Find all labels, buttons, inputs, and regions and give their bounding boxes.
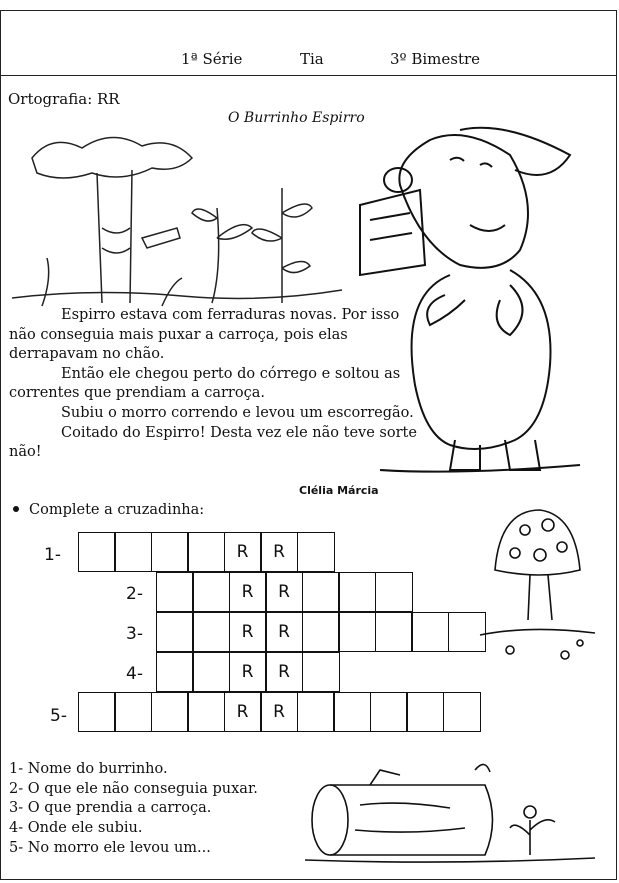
crossword-cell[interactable] (302, 572, 340, 612)
story-paragraph: Então ele chegou perto do córrego e soltou as correntes que prendiam a carroça. (9, 365, 401, 402)
clue-4: 4- Onde ele subiu. (9, 820, 143, 837)
crossword-cell[interactable] (151, 532, 189, 572)
crossword-cell[interactable]: R (229, 652, 267, 692)
term-label: 3º Bimestre (390, 50, 481, 68)
crossword-cell[interactable] (187, 532, 225, 572)
crossword-cell[interactable] (338, 572, 376, 612)
crossword-cell[interactable] (192, 612, 230, 652)
crossword-number: 4- (126, 664, 143, 684)
crossword-cell[interactable] (333, 692, 371, 732)
instruction-text: Complete a cruzadinha: (29, 502, 205, 518)
crossword-cell[interactable] (375, 612, 413, 652)
crossword-cell[interactable] (114, 692, 152, 732)
crossword-row-5 (79, 692, 481, 732)
crossword-number: 3- (126, 624, 143, 644)
crossword-cell[interactable] (302, 652, 340, 692)
crossword-cell[interactable]: R (229, 572, 267, 612)
forest-illustration (12, 128, 352, 308)
crossword-cell[interactable] (406, 692, 444, 732)
header (0, 10, 617, 76)
grade-label: 1ª Série (181, 50, 243, 68)
instruction (9, 502, 204, 518)
crossword-row-4 (157, 652, 340, 692)
story-paragraph: Espirro estava com ferraduras novas. Por isso não conseguia mais puxar a carroça, pois elas derrapavam no chão. (9, 307, 400, 363)
story-title: O Burrinho Espirro (228, 110, 365, 126)
clue-2: 2- O que ele não conseguia puxar. (9, 780, 258, 797)
teacher-label: Tia (300, 50, 324, 68)
story-paragraph: Subiu o morro correndo e levou um escorregão. (61, 404, 414, 421)
mushroom-illustration (470, 505, 600, 670)
crossword-cell[interactable] (156, 652, 194, 692)
crossword-cell[interactable] (443, 692, 481, 732)
crossword-cell[interactable] (297, 692, 335, 732)
log-illustration (300, 760, 600, 870)
story-paragraph: Coitado do Espirro! Desta vez ele não teve sorte não! (9, 424, 417, 461)
crossword-cell[interactable]: R (224, 692, 262, 732)
crossword-cell[interactable] (370, 692, 408, 732)
clue-1: 1- Nome do burrinho. (9, 761, 168, 777)
crossword-cell[interactable] (156, 572, 194, 612)
crossword-cell[interactable] (302, 612, 340, 652)
crossword-cell[interactable] (78, 692, 116, 732)
crossword-number: 1- (44, 545, 61, 565)
crossword-cell[interactable] (151, 692, 189, 732)
crossword-cell[interactable] (375, 572, 413, 612)
crossword-cell[interactable] (192, 652, 230, 692)
crossword-number: 5- (50, 706, 67, 726)
crossword-cell[interactable] (156, 612, 194, 652)
story-author: Clélia Márcia (299, 484, 379, 497)
crossword-cell[interactable] (297, 532, 335, 572)
crossword-cell[interactable] (338, 612, 376, 652)
crossword-cell[interactable]: R (265, 612, 303, 652)
crossword-cell[interactable]: R (260, 692, 298, 732)
crossword-cell[interactable] (411, 612, 449, 652)
bullet-icon (13, 506, 19, 512)
crossword-number: 2- (126, 584, 143, 604)
crossword-cell[interactable]: R (224, 532, 262, 572)
clue-5: 5- No morro ele levou um... (9, 839, 211, 856)
crossword-row-2 (157, 572, 413, 612)
clues-list (9, 760, 258, 859)
section-label: Ortografia: RR (8, 90, 120, 108)
crossword-cell[interactable] (187, 692, 225, 732)
crossword-cell[interactable]: R (265, 652, 303, 692)
crossword-cell[interactable]: R (260, 532, 298, 572)
clue-3: 3- O que prendia a carroça. (9, 800, 212, 817)
story-text (9, 306, 419, 463)
crossword-row-3 (157, 612, 486, 652)
crossword-row-1 (79, 532, 335, 572)
crossword-cell[interactable]: R (265, 572, 303, 612)
crossword-cell[interactable] (192, 572, 230, 612)
crossword-cell[interactable] (78, 532, 116, 572)
crossword-cell[interactable]: R (229, 612, 267, 652)
crossword-cell[interactable] (114, 532, 152, 572)
